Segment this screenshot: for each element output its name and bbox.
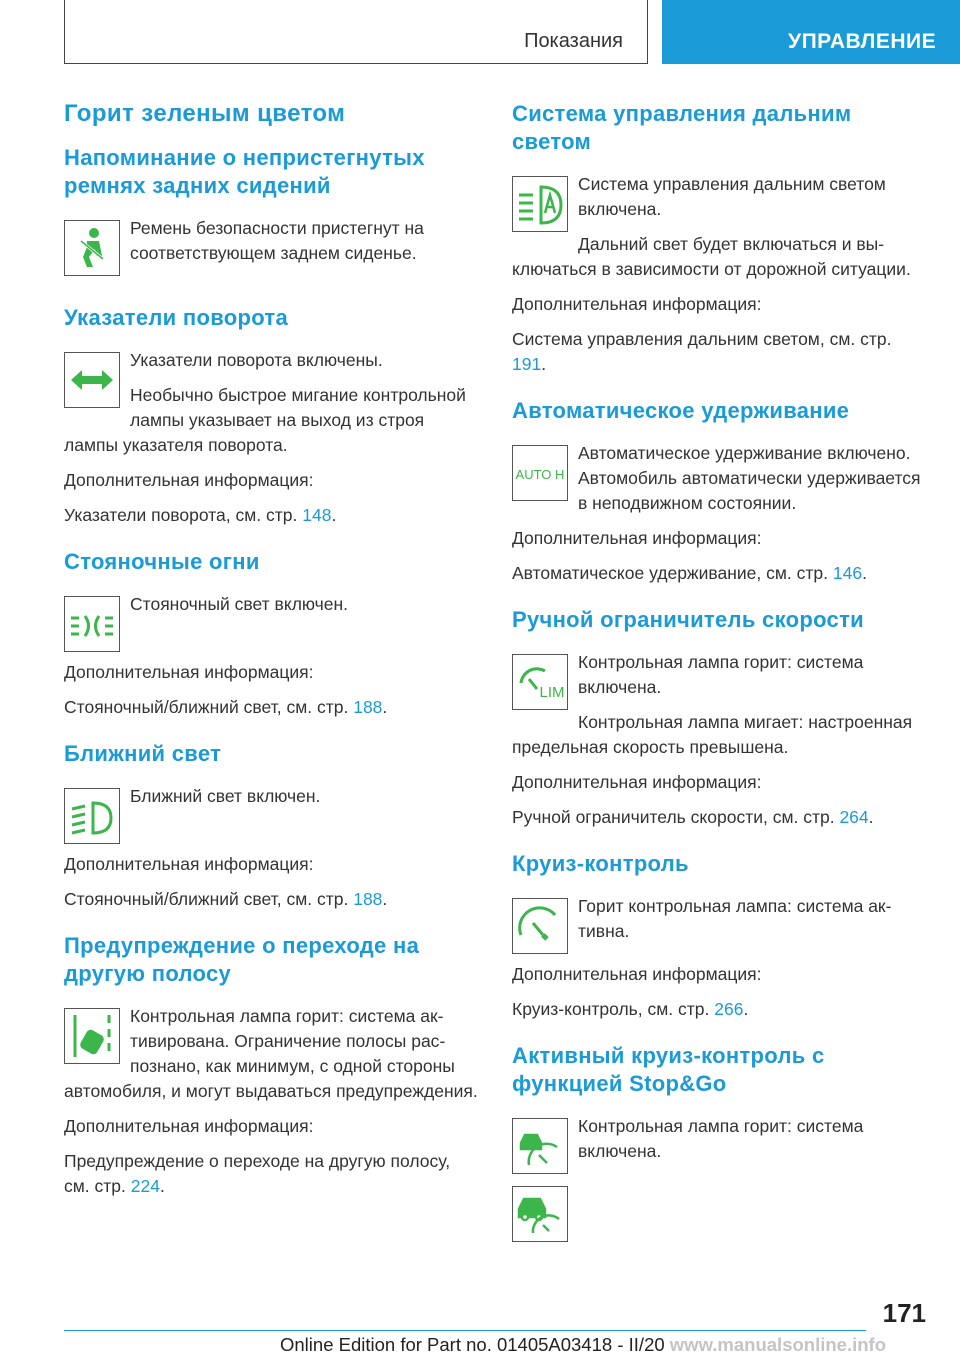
lane-departure-icon bbox=[64, 1008, 120, 1064]
lane-reference bbox=[64, 1149, 478, 1199]
seatbelt-text: Ремень безопасности пристегнут на соответствующем заднем сиденье. bbox=[130, 218, 424, 263]
header-section-title: Показания bbox=[524, 30, 623, 52]
section-seatbelt bbox=[64, 144, 478, 284]
autohold-more: Дополнительная информация: bbox=[512, 528, 762, 548]
highbeam-ref-link[interactable]: 191 bbox=[512, 354, 542, 374]
limiter-text-1: Контрольная лампа горит: система включена. bbox=[578, 652, 864, 697]
acc-icon-car bbox=[512, 1118, 568, 1174]
section-cruise-control bbox=[512, 850, 930, 1022]
limiter-ref-text: Ручной ограничитель скорости, см. стр. bbox=[512, 807, 840, 827]
auto-hold-icon-text: AUTO H bbox=[515, 467, 565, 482]
turn-text-2: Необычно быстрое мигание контрольной лампы указывает на выход из строя лампы указателя поворота. bbox=[64, 385, 466, 455]
page-number: 171 bbox=[882, 1298, 926, 1328]
limiter-reference bbox=[512, 805, 930, 830]
lane-ref-link[interactable]: 224 bbox=[130, 1176, 160, 1196]
acc-text: Контрольная лампа горит: система включена. bbox=[578, 1116, 864, 1161]
section-high-beam-assist bbox=[512, 100, 930, 377]
parking-reference bbox=[64, 695, 478, 720]
low-beam-icon bbox=[64, 788, 120, 844]
autohold-ref-link[interactable]: 146 bbox=[832, 563, 863, 583]
acc-icon-car-filled bbox=[512, 1186, 568, 1242]
turn-title: Указатели поворота bbox=[64, 305, 289, 330]
lane-ref-end: . bbox=[159, 1176, 165, 1196]
highbeam-ref-text: Система управления дальним светом, см. стр. bbox=[512, 329, 892, 349]
seatbelt-icon bbox=[64, 220, 120, 276]
limiter-more: Дополнительная информация: bbox=[512, 772, 762, 792]
footer bbox=[280, 1334, 886, 1356]
lowbeam-text: Ближний свет включен. bbox=[130, 786, 321, 806]
turn-text-1: Указатели поворота включены. bbox=[130, 350, 383, 370]
right-column bbox=[512, 100, 930, 1270]
parking-ref-end: . bbox=[382, 697, 388, 717]
main-title: Горит зеленым цветом bbox=[64, 100, 346, 127]
cruise-ref-link[interactable]: 266 bbox=[714, 999, 744, 1019]
turn-signal-icon bbox=[64, 352, 120, 408]
seatbelt-title: Напоминание о непристегнутых ремнях задних сидений bbox=[64, 145, 425, 198]
limiter-ref-end: . bbox=[868, 807, 874, 827]
parking-title: Стояночные огни bbox=[64, 549, 260, 574]
parking-text: Стояночный свет включен. bbox=[130, 594, 349, 614]
auto-hold-icon bbox=[512, 445, 568, 501]
header-box bbox=[64, 0, 648, 64]
autohold-reference bbox=[512, 561, 930, 586]
highbeam-reference bbox=[512, 327, 930, 377]
section-speed-limiter bbox=[512, 606, 930, 830]
footer-watermark: www.manualsonline.info bbox=[669, 1334, 886, 1355]
lane-text: Контрольная лампа горит: система активирована. Ограничение полосы распознано, как минимум, с одной стороны автомобиля, и могут выдаваться предупреждения. bbox=[64, 1006, 478, 1101]
lowbeam-reference bbox=[64, 887, 478, 912]
cruise-ref-text: Круиз-контроль, см. стр. bbox=[512, 999, 715, 1019]
highbeam-text-2: Дальний свет будет включаться и выключаться в зависимости от дорожной ситуации. bbox=[512, 234, 911, 279]
parking-ref-text: Стояночный/ближний свет, см. стр. bbox=[64, 697, 354, 717]
header-chapter-tab: УПРАВЛЕНИЕ bbox=[662, 0, 960, 64]
lowbeam-ref-end: . bbox=[382, 889, 388, 909]
highbeam-ref-end: . bbox=[541, 354, 547, 374]
lane-ref-text: Предупреждение о переходе на другую полосу, см. стр. bbox=[64, 1151, 451, 1196]
turn-more: Дополнительная информация: bbox=[64, 470, 314, 490]
lowbeam-title: Ближний свет bbox=[64, 741, 222, 766]
left-column bbox=[64, 100, 478, 1219]
lowbeam-more: Дополнительная информация: bbox=[64, 854, 314, 874]
cruise-control-icon bbox=[512, 898, 568, 954]
cruise-more: Дополнительная информация: bbox=[512, 964, 762, 984]
high-beam-assist-icon bbox=[512, 176, 568, 232]
section-acc-stop-go bbox=[512, 1042, 930, 1250]
limiter-ref-link[interactable]: 264 bbox=[839, 807, 869, 827]
autohold-ref-text: Автоматическое удерживание, см. стр. bbox=[512, 563, 833, 583]
turn-ref-end: . bbox=[331, 505, 337, 525]
section-parking-lights bbox=[64, 548, 478, 720]
turn-ref-text: Указатели поворота, см. стр. bbox=[64, 505, 303, 525]
lowbeam-ref-text: Стояночный/ближний свет, см. стр. bbox=[64, 889, 354, 909]
section-turn-signals bbox=[64, 304, 478, 528]
cruise-reference bbox=[512, 997, 930, 1022]
lowbeam-ref-link[interactable]: 188 bbox=[353, 889, 383, 909]
lane-title: Предупреждение о переходе на другую полосу bbox=[64, 933, 420, 986]
section-low-beam bbox=[64, 740, 478, 912]
cruise-text: Горит контрольная лампа: система активна. bbox=[578, 896, 892, 941]
section-lane-warning bbox=[64, 932, 478, 1199]
footer-divider bbox=[64, 1330, 866, 1331]
speed-limiter-icon-text: LIM bbox=[539, 684, 565, 701]
footer-edition: Online Edition for Part no. 01405A03418 - II/20 bbox=[280, 1334, 665, 1355]
section-auto-hold bbox=[512, 397, 930, 586]
highbeam-text-1: Система управления дальним светом включена. bbox=[578, 174, 886, 219]
parking-ref-link[interactable]: 188 bbox=[353, 697, 383, 717]
acc-title: Активный круиз-контроль с функцией Stop&Go bbox=[512, 1043, 825, 1096]
turn-ref-link[interactable]: 148 bbox=[302, 505, 332, 525]
limiter-title: Ручной ограничитель скорости bbox=[512, 607, 864, 632]
autohold-text: Автоматическое удерживание включено. Автомобиль автоматически удерживается в неподвижном состоянии. bbox=[578, 443, 921, 513]
highbeam-title: Система управления дальним светом bbox=[512, 101, 852, 154]
limiter-text-2: Контрольная лампа мигает: настроенная предельная скорость превышена. bbox=[512, 712, 913, 757]
cruise-title: Круиз-контроль bbox=[512, 851, 689, 876]
turn-reference bbox=[64, 503, 478, 528]
parking-more: Дополнительная информация: bbox=[64, 662, 314, 682]
speed-limiter-icon bbox=[512, 654, 568, 710]
highbeam-more: Дополнительная информация: bbox=[512, 294, 762, 314]
lane-more: Дополнительная информация: bbox=[64, 1116, 314, 1136]
autohold-ref-end: . bbox=[862, 563, 867, 583]
cruise-ref-end: . bbox=[743, 999, 749, 1019]
autohold-title: Автоматическое удерживание bbox=[512, 398, 850, 423]
parking-light-icon bbox=[64, 596, 120, 652]
